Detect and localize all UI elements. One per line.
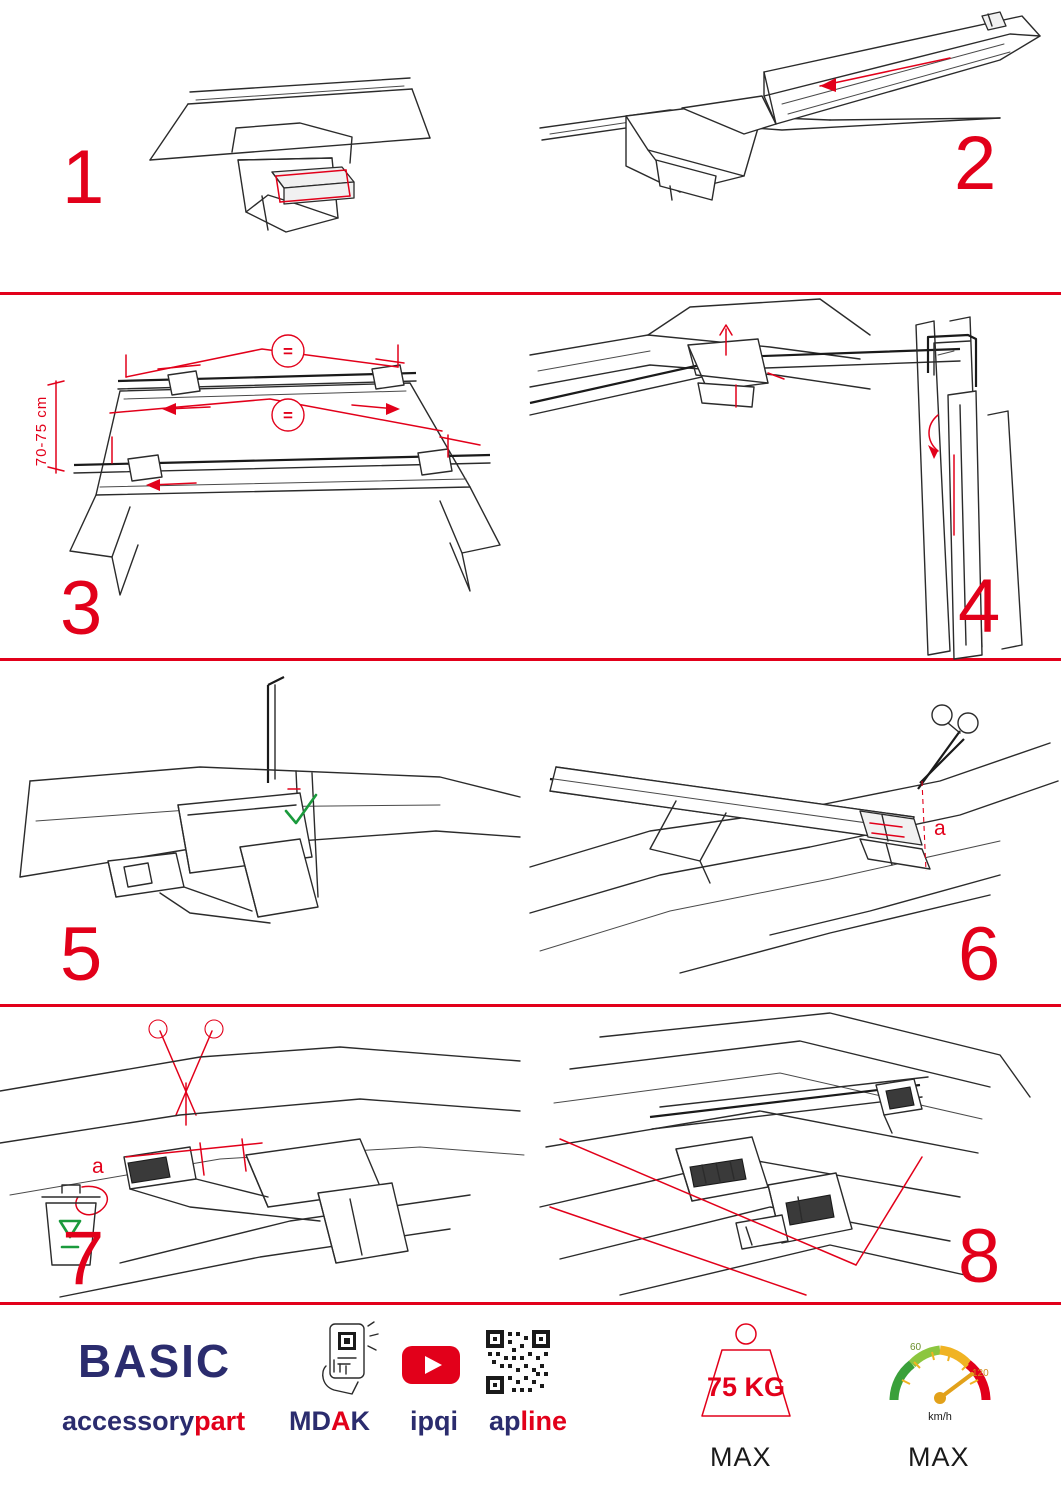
apline-text-accent: line — [520, 1406, 568, 1436]
step-panel-3 — [0, 295, 530, 658]
brand-part-text: part — [194, 1406, 246, 1436]
apline-logo-text — [489, 1406, 567, 1437]
step-panel-7 — [0, 1007, 530, 1302]
hand-phone-qr-icon — [312, 1320, 384, 1398]
mdak-text-accent: A — [331, 1406, 351, 1436]
ipqi-logo-text: ipqi — [410, 1406, 458, 1436]
step-panel-4 — [530, 295, 1061, 658]
step-number-2: 2 — [954, 121, 997, 206]
step-number-1: 1 — [62, 135, 105, 220]
equal-mark-1: = — [283, 342, 293, 361]
equal-mark-2: = — [283, 406, 293, 425]
scissors-icon-7 — [149, 1020, 223, 1125]
brand-basic-title: BASIC — [78, 1335, 232, 1387]
mdak-logo-text — [289, 1406, 370, 1437]
speed-unit-label: km/h — [928, 1411, 952, 1423]
step-panel-2 — [530, 0, 1061, 292]
step-panel-5 — [0, 661, 530, 1004]
max-load-label: MAX — [710, 1442, 772, 1472]
step-number-6: 6 — [958, 912, 1001, 997]
brand-accessory-text: accessory — [62, 1406, 195, 1436]
step-number-3: 3 — [60, 566, 103, 651]
max-load-value: 75 KG — [706, 1372, 786, 1402]
speed-tick-120: 120 — [972, 1368, 989, 1379]
step-number-5: 5 — [60, 912, 103, 997]
mdak-text-first: MD — [289, 1406, 331, 1436]
max-speed-label: MAX — [908, 1442, 970, 1472]
step-panel-6 — [530, 661, 1061, 1004]
speed-tick-60: 60 — [910, 1342, 922, 1353]
step-number-7: 7 — [62, 1216, 105, 1301]
mdak-text-last: K — [350, 1406, 370, 1436]
apline-text-first: ap — [489, 1406, 521, 1436]
spacing-dimension-label: 70-75 cm — [33, 395, 50, 467]
speedometer-icon — [880, 1318, 1000, 1430]
scissors-icon — [918, 705, 978, 789]
footer-branding-bar — [0, 1302, 1061, 1500]
step-number-4: 4 — [958, 564, 1001, 649]
step-panel-1 — [0, 0, 530, 292]
youtube-play-icon[interactable] — [400, 1342, 462, 1388]
callout-a-step6: a — [934, 817, 946, 840]
brand-accessorypart — [62, 1406, 245, 1437]
weight-icon — [686, 1320, 806, 1430]
qr-code-icon — [484, 1328, 552, 1396]
callout-a-step7: a — [92, 1155, 104, 1178]
step-number-8: 8 — [958, 1214, 1001, 1299]
step-panel-8 — [530, 1007, 1061, 1302]
